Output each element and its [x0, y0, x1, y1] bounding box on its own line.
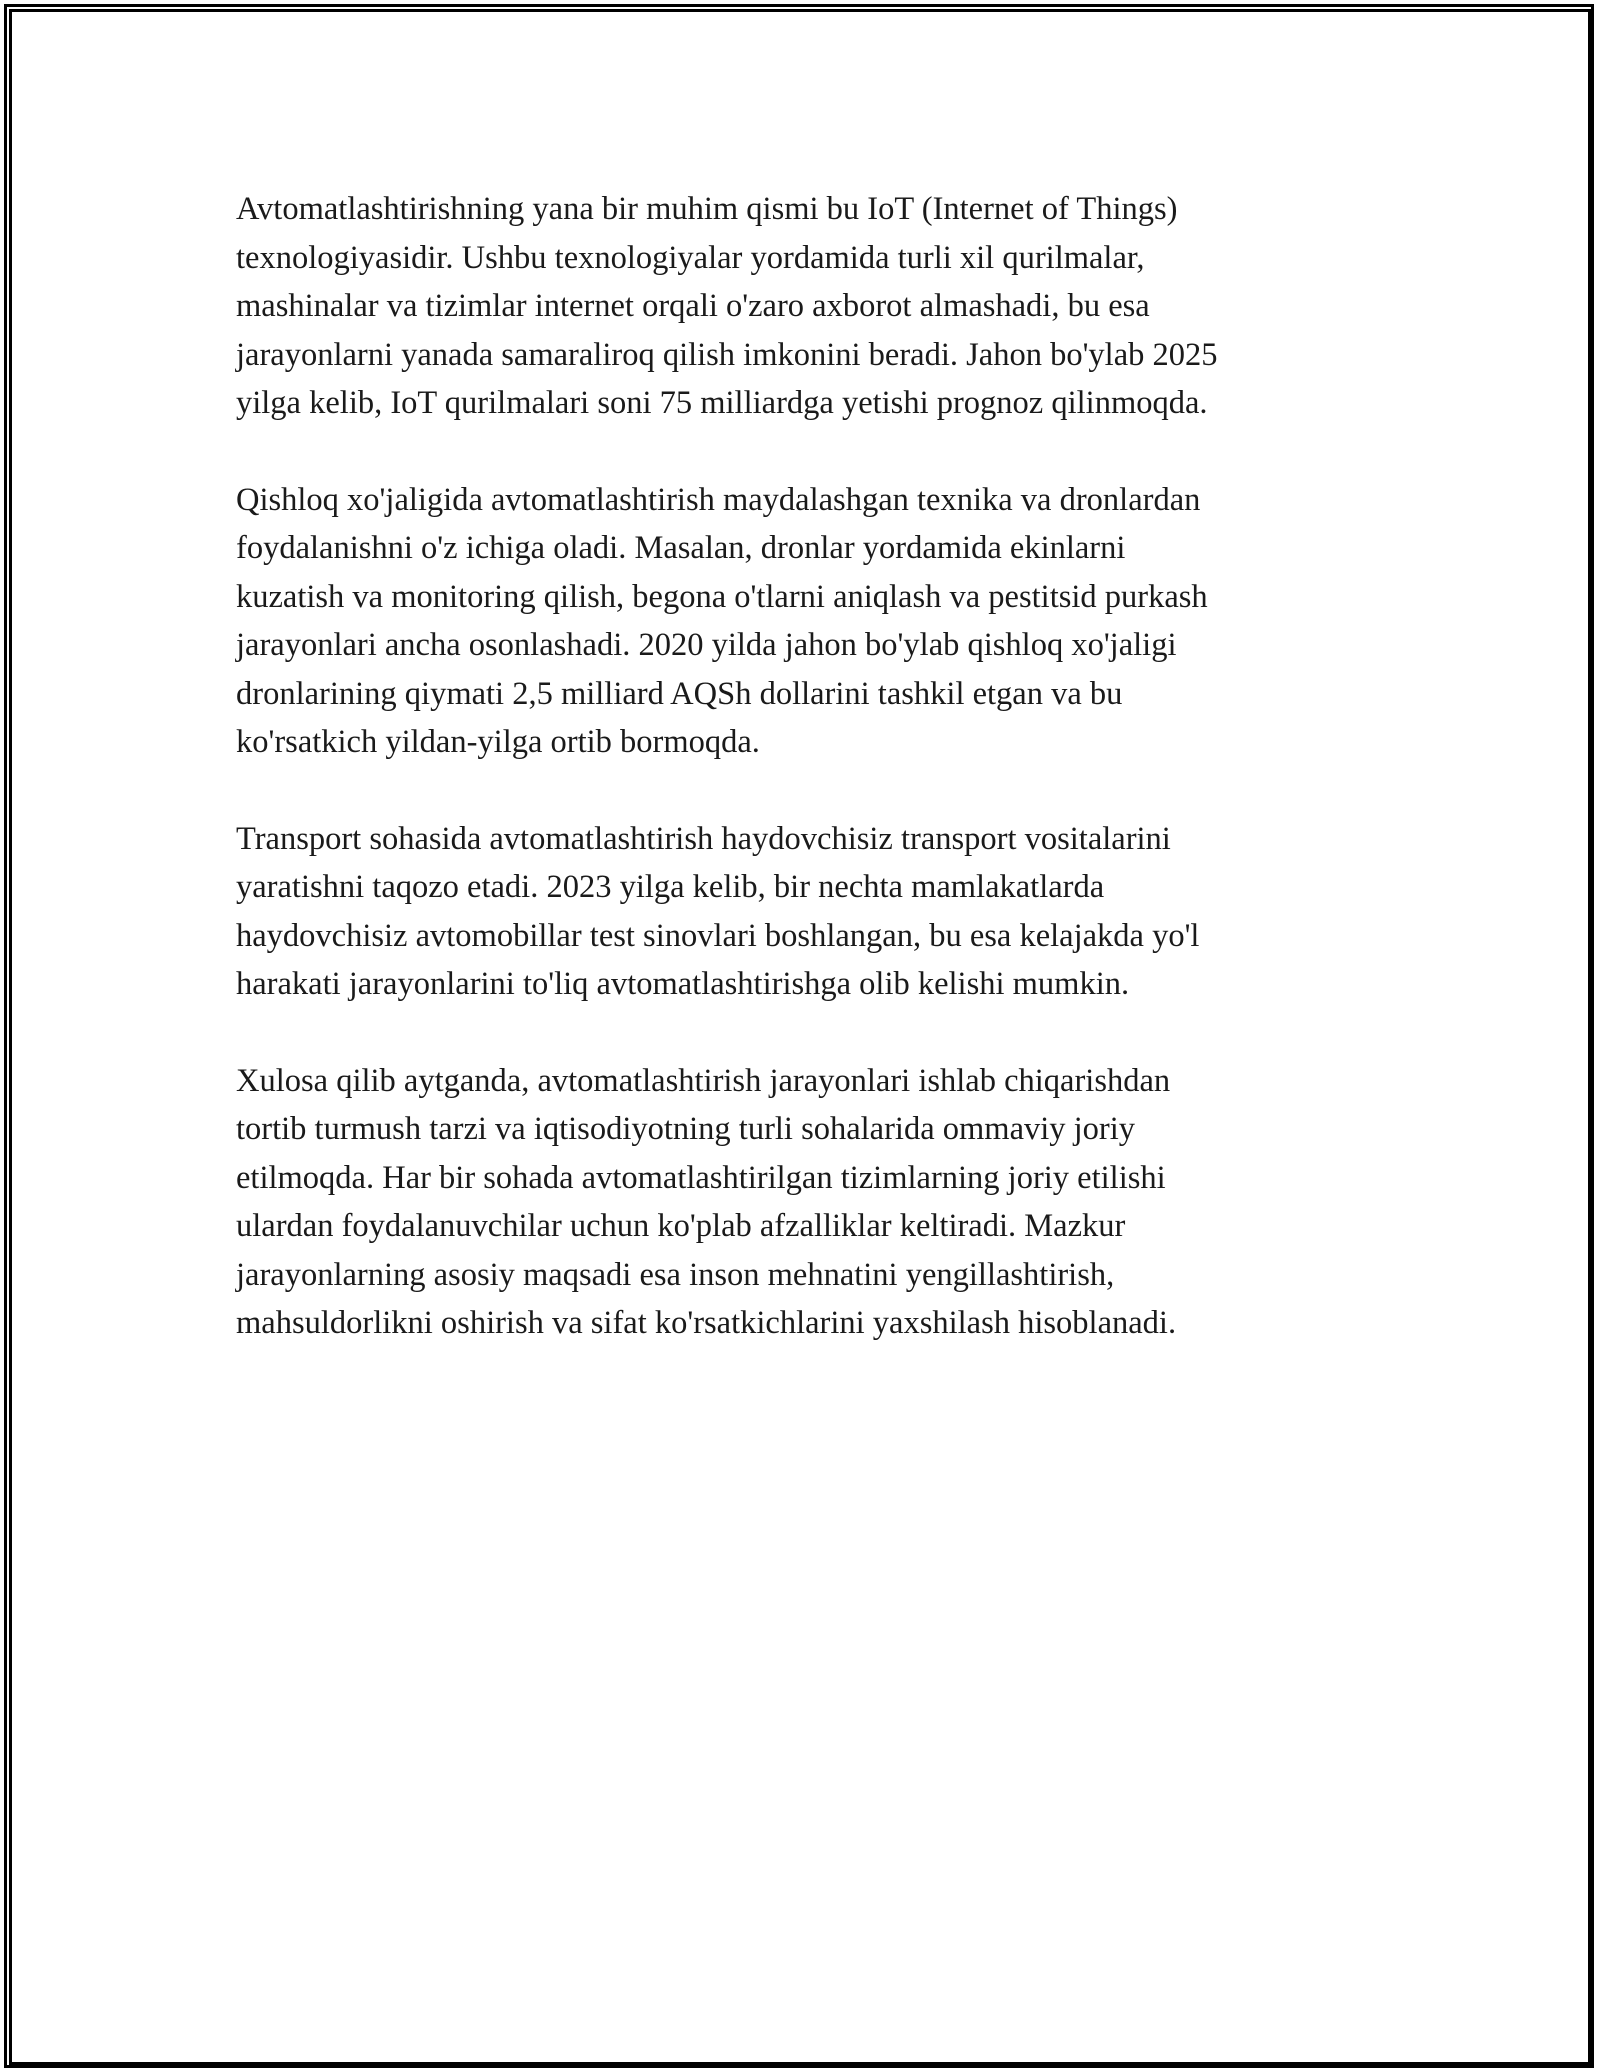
paragraph-line: dronlarining qiymati 2,5 milliard AQSh dollarini tashkil etgan va bu — [236, 675, 1123, 712]
paragraph-line: kuzatish va monitoring qilish, begona o'tlarni aniqlash va pestitsid purkash — [236, 578, 1208, 615]
paragraph-line: ulardan foydalanuvchilar uchun ko'plab afzalliklar keltiradi. Mazkur — [236, 1208, 1126, 1244]
paragraph-line: jarayonlarni yanada samaraliroq qilish imkonini beradi. Jahon bo'ylab 2025 — [236, 336, 1218, 373]
paragraph-transport — [236, 815, 1376, 1009]
paragraph-line: etilmoqda. Har bir sohada avtomatlashtirilgan tizimlarning joriy etilishi — [236, 1159, 1166, 1196]
paragraph-line: harakati jarayonlarini to'liq avtomatlashtirishga olib kelishi mumkin. — [236, 966, 1130, 1002]
paragraph-line: mahsuldorlikni oshirish va sifat ko'rsatkichlarini yaxshilash hisoblanadi. — [236, 1305, 1177, 1341]
paragraph-line: Qishloq xo'jaligida avtomatlashtirish maydalashgan texnika va dronlardan — [236, 481, 1201, 518]
paragraph-line: yaratishni taqozo etadi. 2023 yilga kelib, bir nechta mamlakatlarda — [236, 869, 1105, 905]
paragraph-line: ko'rsatkich yildan-yilga ortib bormoqda. — [236, 724, 760, 760]
paragraph-line: jarayonlari ancha osonlashadi. 2020 yilda jahon bo'ylab qishloq xo'jaligi — [236, 627, 1177, 663]
paragraph-line: haydovchisiz avtomobillar test sinovlari boshlangan, bu esa kelajakda yo'l — [236, 917, 1200, 954]
document-body — [236, 185, 1376, 1396]
paragraph-line: Xulosa qilib aytganda, avtomatlashtirish jarayonlari ishlab chiqarishdan — [236, 1062, 1171, 1099]
paragraph-line: mashinalar va tizimlar internet orqali o'zaro axborot almashadi, bu esa — [236, 288, 1150, 324]
paragraph-line: Avtomatlashtirishning yana bir muhim qismi bu IoT (Internet of Things) — [236, 191, 1178, 227]
paragraph-conclusion — [236, 1057, 1376, 1348]
paragraph-line: texnologiyasidir. Ushbu texnologiyalar yordamida turli xil qurilmalar, — [236, 239, 1145, 276]
paragraph-agriculture — [236, 476, 1376, 767]
paragraph-line: tortib turmush tarzi va iqtisodiyotning turli sohalarida ommaviy joriy — [236, 1111, 1136, 1147]
paragraph-line: yilga kelib, IoT qurilmalari soni 75 milliardga yetishi prognoz qilinmoqda. — [236, 385, 1208, 421]
paragraph-line: Transport sohasida avtomatlashtirish haydovchisiz transport vositalarini — [236, 820, 1171, 857]
paragraph-line: jarayonlarning asosiy maqsadi esa inson mehnatini yengillashtirish, — [236, 1256, 1115, 1293]
paragraph-line: foydalanishni o'z ichiga oladi. Masalan, dronlar yordamida ekinlarni — [236, 530, 1126, 566]
paragraph-iot — [236, 185, 1376, 428]
